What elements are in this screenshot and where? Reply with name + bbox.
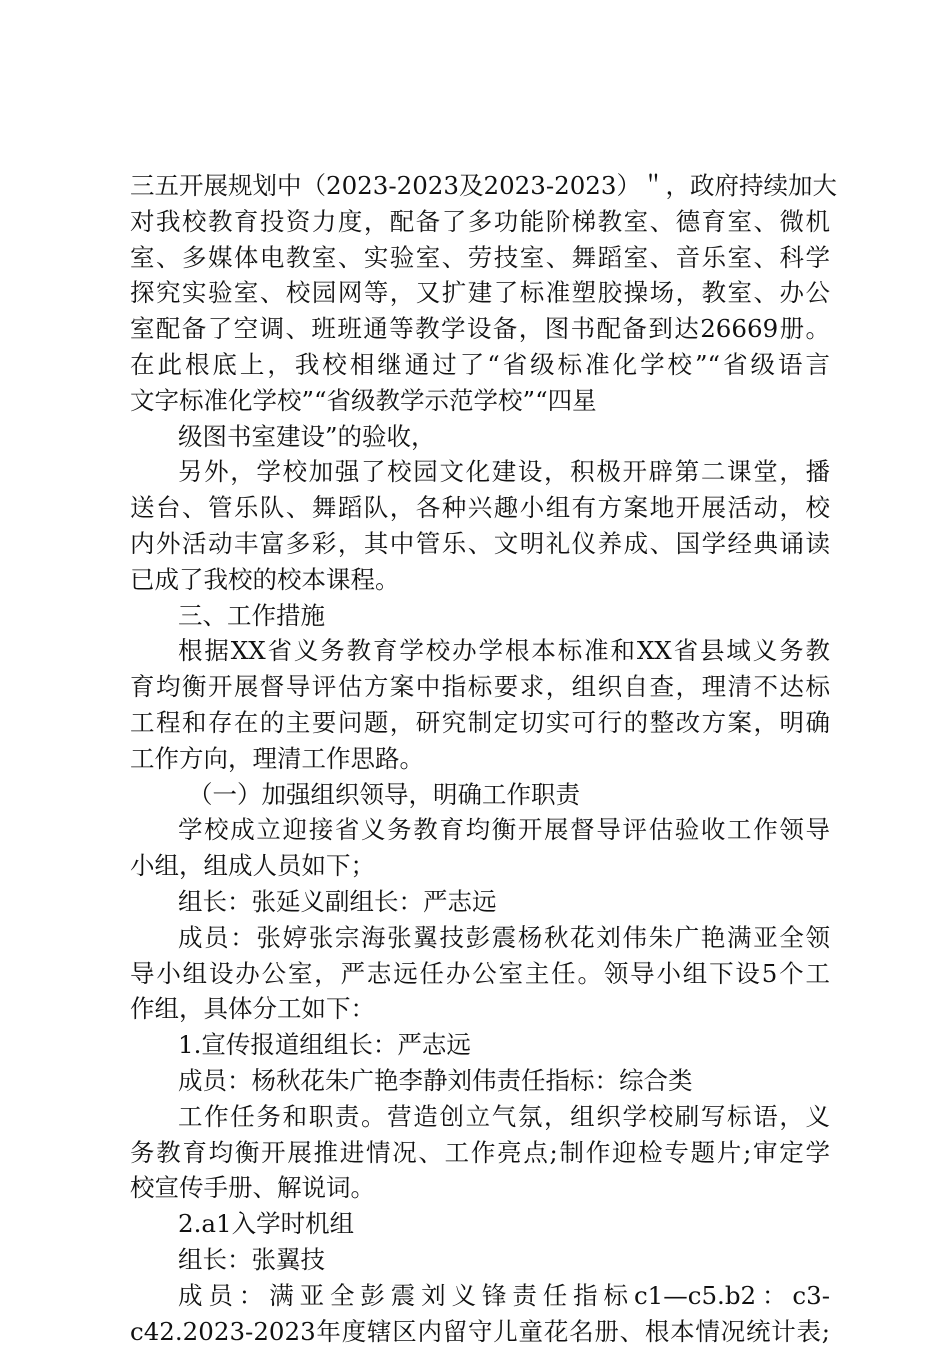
text-line: 工程和存在的主要问题，研究制定切实可行的整改方案，明确 <box>130 705 830 741</box>
text-line: 2.a1入学时机组 <box>130 1206 830 1242</box>
text-line: 送台、管乐队、舞蹈队，各种兴趣小组有方案地开展活动，校 <box>130 490 830 526</box>
text-line: 务教育均衡开展推进情况、工作亮点;制作迎检专题片;审定学 <box>130 1135 830 1171</box>
text-line: 工作任务和职责。营造创立气氛，组织学校刷写标语，义 <box>130 1099 830 1135</box>
text-line: 组长：张翼技 <box>130 1242 830 1278</box>
text-line: c42.2023-2023年度辖区内留守儿童花名册、根本情况统计表; <box>130 1314 830 1349</box>
text-line: 已成了我校的校本课程。 <box>130 562 830 598</box>
text-line: 对我校教育投资力度，配备了多功能阶梯教室、德育室、微机 <box>130 204 830 240</box>
text-line: 成员：杨秋花朱广艳李静刘伟责任指标：综合类 <box>130 1063 830 1099</box>
text-line: 成员：张婷张宗海张翼技彭震杨秋花刘伟朱广艳满亚全领 <box>130 920 830 956</box>
text-line: 导小组设办公室，严志远任办公室主任。领导小组下设5个工 <box>130 956 830 992</box>
text-line: （一）加强组织领导，明确工作职责 <box>130 777 830 813</box>
text-line: 三五开展规划中（2023-2023及2023-2023）＂，政府持续加大 <box>130 168 830 204</box>
text-line: 小组，组成人员如下； <box>130 848 830 884</box>
text-line: 室配备了空调、班班通等教学设备，图书配备到达26669册。 <box>130 311 830 347</box>
text-line: 作组，具体分工如下： <box>130 991 830 1027</box>
text-line: 文字标准化学校”“省级教学示范学校”“四星 <box>130 383 830 419</box>
text-line: 内外活动丰富多彩，其中管乐、文明礼仪养成、国学经典诵读 <box>130 526 830 562</box>
text-line: 室、多媒体电教室、实验室、劳技室、舞蹈室、音乐室、科学 <box>130 240 830 276</box>
text-line: 在此根底上，我校相继通过了“省级标准化学校”“省级语言 <box>130 347 830 383</box>
text-line: 育均衡开展督导评估方案中指标要求，组织自查，理清不达标 <box>130 669 830 705</box>
text-line: 工作方向，理清工作思路。 <box>130 741 830 777</box>
text-line: 三、工作措施 <box>130 598 830 634</box>
text-line: 学校成立迎接省义务教育均衡开展督导评估验收工作领导 <box>130 812 830 848</box>
text-line: 另外，学校加强了校园文化建设，积极开辟第二课堂，播 <box>130 454 830 490</box>
text-line: 1.宣传报道组组长：严志远 <box>130 1027 830 1063</box>
text-line: 成员：满亚全彭震刘义锋责任指标c1—c5.b2：c3- <box>130 1278 830 1314</box>
text-line: 探究实验室、校园网等，又扩建了标准塑胶操场，教室、办公 <box>130 275 830 311</box>
text-line: 级图书室建设”的验收， <box>130 419 830 455</box>
text-line: 根据XX省义务教育学校办学根本标准和XX省县域义务教 <box>130 633 830 669</box>
document-body <box>130 168 830 1349</box>
text-line: 组长：张延义副组长：严志远 <box>130 884 830 920</box>
text-line: 校宣传手册、解说词。 <box>130 1170 830 1206</box>
